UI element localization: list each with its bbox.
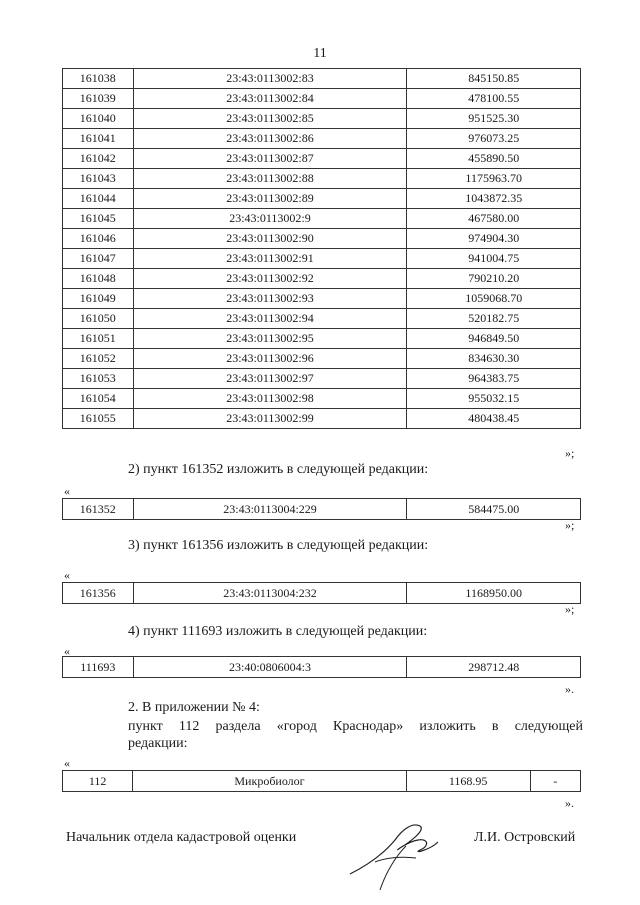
cell-value: 964383.75 [407,369,581,389]
table-row [63,289,581,309]
item-3-table [62,582,581,604]
table-row [63,349,581,369]
cell-value: 955032.15 [407,389,581,409]
cell-value: 520182.75 [407,309,581,329]
item-2-text: 2) пункт 161352 изложить в следующей редакции: [128,462,429,477]
table-row [63,209,581,229]
item-4-table [62,656,581,678]
cell-number: 161054 [63,389,134,409]
item-2-table [62,498,581,520]
cell-number: 161051 [63,329,134,349]
cell-cadastral: 23:43:0113002:89 [133,189,407,209]
cell-value: 845150.85 [407,69,581,89]
cell-value: 480438.45 [407,409,581,429]
cell-number: 161053 [63,369,134,389]
table-row [63,109,581,129]
table-row [63,269,581,289]
opening-quote: « [64,644,70,658]
cell-value: 1168950.00 [407,583,581,604]
cell-cadastral: 23:43:0113004:232 [133,583,407,604]
closing-quote: »; [565,446,575,460]
cell-cadastral: 23:43:0113002:88 [133,169,407,189]
cell-value: 455890.50 [407,149,581,169]
cadastral-value-table [62,68,581,429]
cell-value: 1175963.70 [407,169,581,189]
cell-number: 161048 [63,269,134,289]
cell-number: 161039 [63,89,134,109]
cell-extra: - [530,771,580,792]
cell-cadastral: 23:40:0806004:3 [133,657,407,678]
cell-number: 161043 [63,169,134,189]
cell-cadastral: 23:43:0113002:99 [133,409,407,429]
cell-cadastral: 23:43:0113002:93 [133,289,407,309]
cell-number: 161356 [63,583,134,604]
cell-value: 584475.00 [407,499,581,520]
cell-number: 161038 [63,69,134,89]
cell-number: 161352 [63,499,134,520]
cell-value: 974904.30 [407,229,581,249]
item-4-text: 4) пункт 111693 изложить в следующей редакции: [128,624,428,639]
table-row [63,389,581,409]
signatory-name: Л.И. Островский [474,830,576,845]
table-row [63,229,581,249]
cell-number: 161052 [63,349,134,369]
table-body [63,69,581,429]
signatory-title: Начальник отдела кадастровой оценки [66,830,297,845]
cell-cadastral: 23:43:0113002:92 [133,269,407,289]
appendix-table [62,770,581,792]
cell-cadastral: 23:43:0113002:9 [133,209,407,229]
appendix-line-1: пункт 112 раздела «город Краснодар» изложить в следующей [128,719,583,734]
table-row [63,69,581,89]
opening-quote: « [64,484,70,498]
table-row [63,583,581,604]
cell-number: 111693 [63,657,134,678]
cell-number: 161044 [63,189,134,209]
table-row [63,249,581,269]
table-row [63,189,581,209]
cell-number: 161055 [63,409,134,429]
cell-value: 467580.00 [407,209,581,229]
cell-value: 951525.30 [407,109,581,129]
closing-quote: ». [565,796,574,810]
cell-cadastral: 23:43:0113002:98 [133,389,407,409]
cell-value: 1059068.70 [407,289,581,309]
handwritten-signature [340,812,450,892]
cell-cadastral: 23:43:0113002:84 [133,89,407,109]
cell-cadastral: 23:43:0113002:94 [133,309,407,329]
cell-value: 946849.50 [407,329,581,349]
cell-cadastral: 23:43:0113002:87 [133,149,407,169]
table-row [63,309,581,329]
cell-cadastral: 23:43:0113002:97 [133,369,407,389]
item-3-text: 3) пункт 161356 изложить в следующей редакции: [128,538,429,553]
cell-number: 161047 [63,249,134,269]
cell-cadastral: 23:43:0113002:95 [133,329,407,349]
appendix-line-2: редакции: [128,736,188,751]
cell-number: 161041 [63,129,134,149]
cell-number: 161040 [63,109,134,129]
table-row [63,499,581,520]
opening-quote: « [64,756,70,770]
cell-cadastral: 23:43:0113002:90 [133,229,407,249]
table-row [63,89,581,109]
cell-value: 1168.95 [406,771,530,792]
cell-profession: Микробиолог [133,771,406,792]
cell-number: 161050 [63,309,134,329]
cell-cadastral: 23:43:0113002:96 [133,349,407,369]
table-row [63,329,581,349]
table-row [63,657,581,678]
table-row [63,129,581,149]
table-row [63,369,581,389]
table-row [63,149,581,169]
closing-quote: ». [565,682,574,696]
table-row [63,169,581,189]
cell-number: 161045 [63,209,134,229]
cell-number: 112 [63,771,133,792]
cell-value: 976073.25 [407,129,581,149]
cell-value: 941004.75 [407,249,581,269]
cell-number: 161049 [63,289,134,309]
cell-value: 478100.55 [407,89,581,109]
cell-cadastral: 23:43:0113004:229 [133,499,407,520]
cell-value: 1043872.35 [407,189,581,209]
opening-quote: « [64,568,70,582]
cell-cadastral: 23:43:0113002:91 [133,249,407,269]
cell-cadastral: 23:43:0113002:86 [133,129,407,149]
cell-cadastral: 23:43:0113002:83 [133,69,407,89]
cell-value: 298712.48 [407,657,581,678]
cell-value: 790210.20 [407,269,581,289]
appendix-heading: 2. В приложении № 4: [128,700,260,715]
closing-quote: »; [565,602,575,616]
cell-cadastral: 23:43:0113002:85 [133,109,407,129]
cell-value: 834630.30 [407,349,581,369]
closing-quote: »; [565,518,575,532]
table-row [63,771,581,792]
table-row [63,409,581,429]
cell-number: 161046 [63,229,134,249]
page-number: 11 [313,46,327,61]
cell-number: 161042 [63,149,134,169]
